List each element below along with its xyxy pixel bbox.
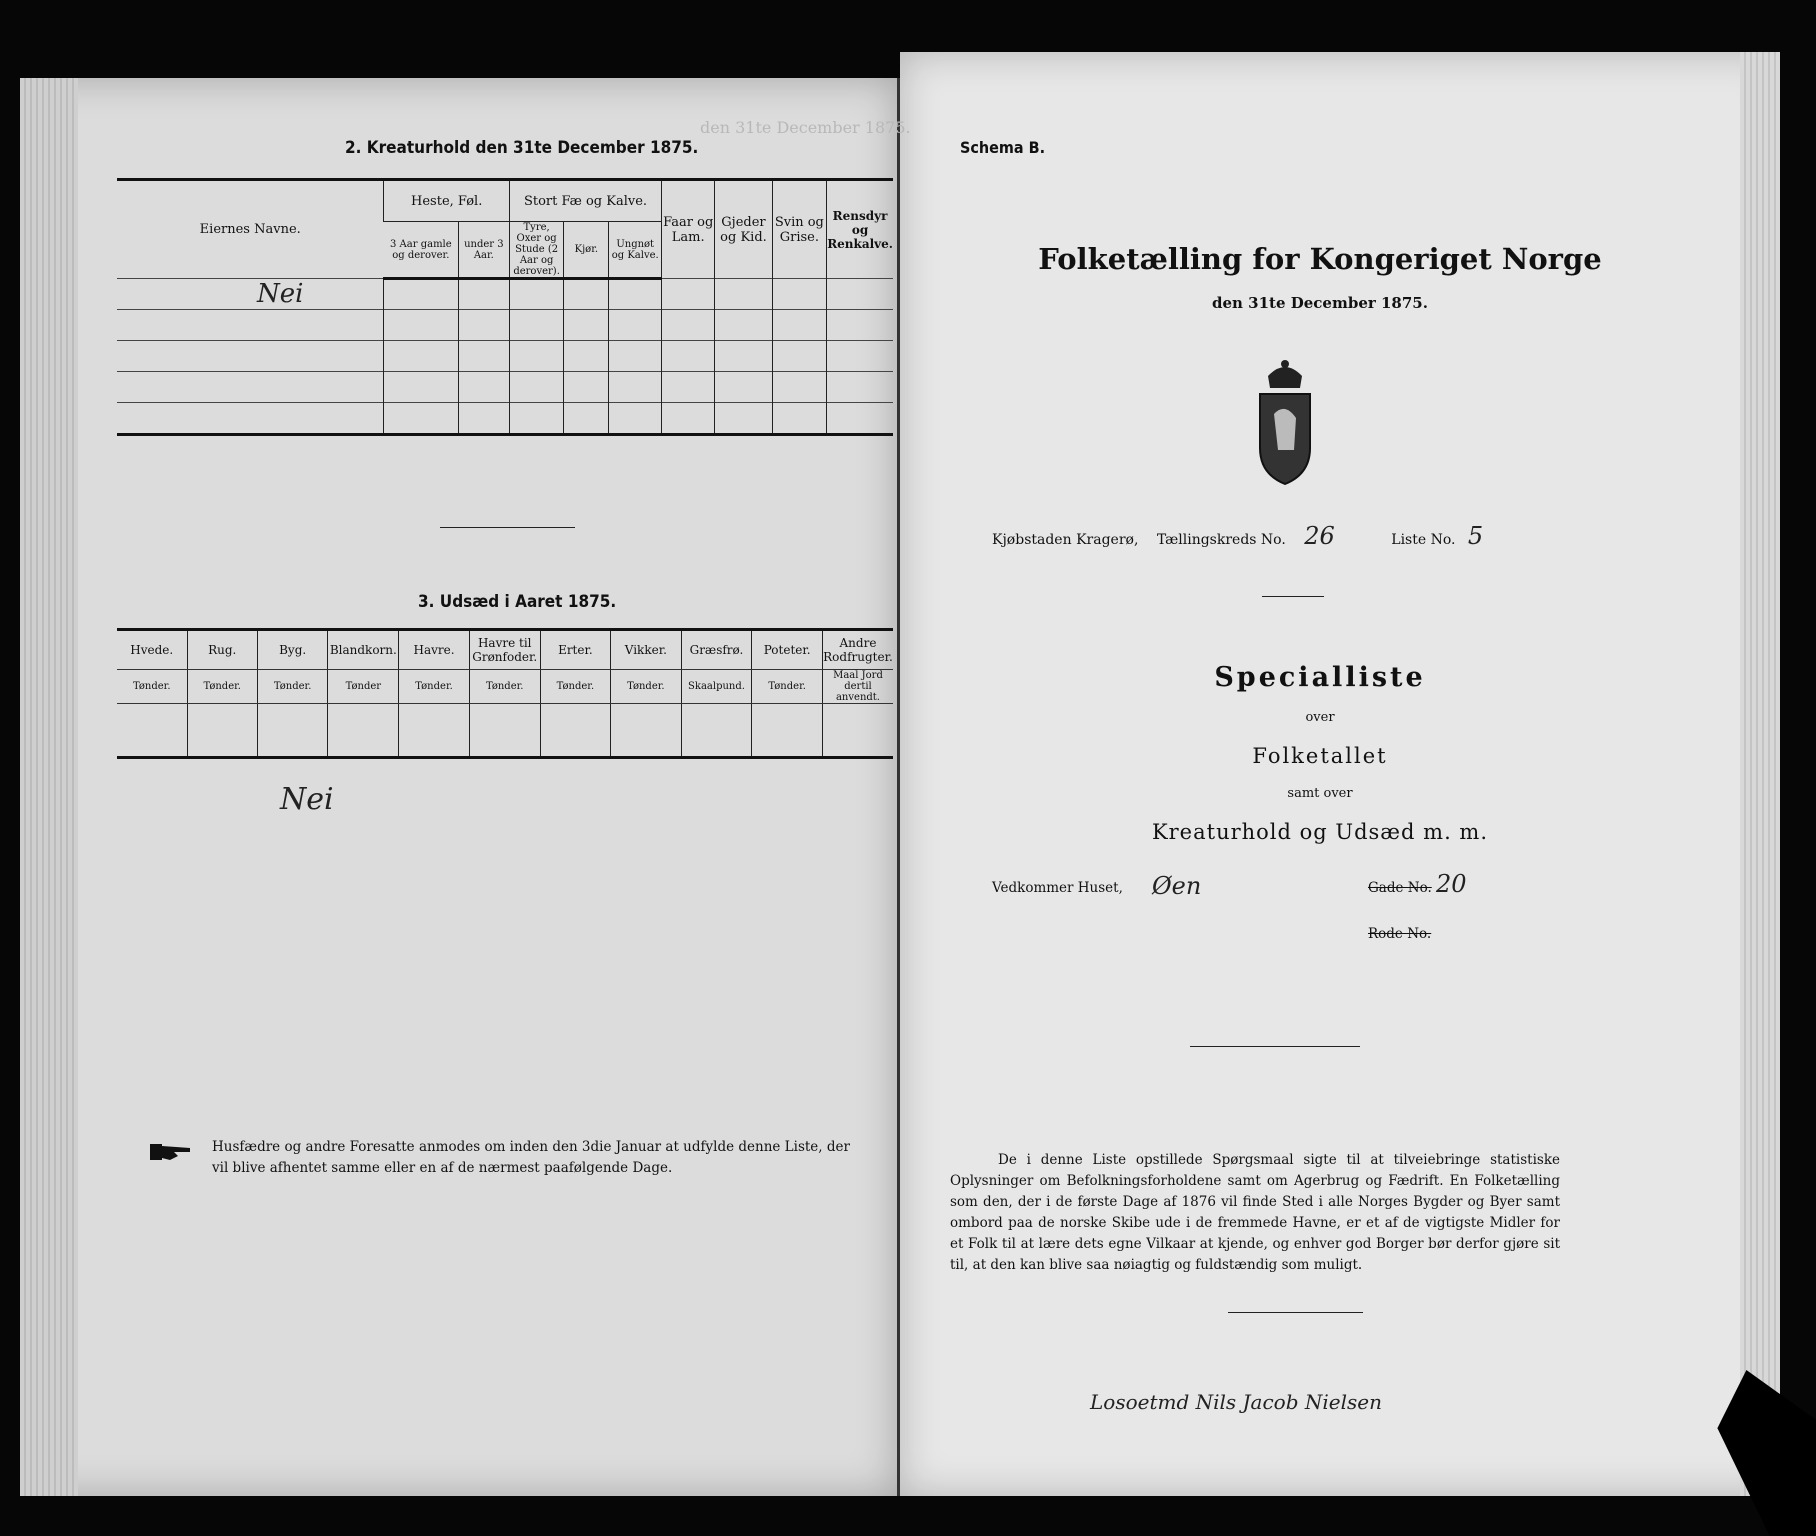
section-3-title: 3. Udsæd i Aaret 1875.: [418, 592, 617, 612]
seed-cell: [540, 704, 610, 758]
seed-column-unit: Maal Jord dertil anvendt.: [822, 670, 893, 704]
heste-b-header: under 3 Aar.: [458, 222, 509, 279]
seed-cell: [611, 704, 682, 758]
seed-column-header: Poteter.: [752, 630, 823, 670]
seed-column-header: Vikker.: [611, 630, 682, 670]
bleed-through-header: den 31te December 1875.: [700, 118, 911, 137]
section-2-title: 2. Kreaturhold den 31te December 1875.: [345, 138, 699, 158]
kreaturhold-heading: Kreaturhold og Udsæd m. m.: [1151, 820, 1489, 844]
storfe-b-header: Kjør.: [564, 222, 609, 279]
house-label: Vedkommer Huset,: [992, 880, 1123, 896]
enumerator-signature: Losoetmd Nils Jacob Nielsen: [1090, 1390, 1382, 1414]
seed-column-unit: Tønder.: [257, 670, 327, 704]
gade-label: Gade No.: [1368, 880, 1432, 896]
seed-column-header: Havre til Grønfoder.: [469, 630, 540, 670]
seed-column-header: Rug.: [187, 630, 257, 670]
seed-column-unit: Tønder.: [752, 670, 823, 704]
samt-over-text: samt over: [1287, 786, 1353, 801]
table-row: [117, 279, 893, 310]
livestock-table: [117, 178, 893, 436]
pointing-hand-icon: [150, 1140, 192, 1164]
svin-header: Svin og Grise.: [772, 180, 827, 279]
storfe-c-header: Ungnøt og Kalve.: [609, 222, 662, 279]
district-number: 26: [1304, 522, 1335, 550]
seed-cell: [399, 704, 469, 758]
seed-column-unit: Tønder.: [399, 670, 469, 704]
seed-column-header: Havre.: [399, 630, 469, 670]
storfe-a-header: Tyre, Oxer og Stude (2 Aar og derover).: [509, 222, 563, 279]
seed-cell: [187, 704, 257, 758]
storfe-header: Stort Fæ og Kalve.: [509, 180, 661, 222]
right-page-edge: [1740, 52, 1780, 1496]
table-row: [117, 341, 893, 372]
divider: [1228, 1312, 1363, 1313]
list-label: Liste No.: [1391, 532, 1456, 548]
seed-table: [117, 628, 893, 759]
list-number: 5: [1467, 522, 1484, 550]
seed-column-header: Blandkorn.: [328, 630, 399, 670]
seed-entry: Nei: [280, 782, 334, 817]
seed-cell: [328, 704, 399, 758]
seed-column-header: Græsfrø.: [681, 630, 752, 670]
left-page-edge: [20, 78, 78, 1496]
livestock-entry: Nei: [117, 279, 384, 310]
explanation-paragraph: De i denne Liste opstillede Spørgsmaal sigte til at tilveiebringe statistiske Oplysninger om Befolkningsforholdene samt om Agerbrug og Fædrift. En Folketælling som den, der i de første Dage af 1876 vil finde Sted i alle Norges Bygder og Byer samt ombord paa de norske Skibe ude i de fremmede Havne, er et af de vigtigste Midler for et Folk til at lære dets egne Vilkaar at kjende, og enhver god Borger bør derfor gjøre sit til, at den kan blive saa nøiagtig og fuldstændig som muligt.: [950, 1152, 1560, 1273]
seed-column-header: Erter.: [540, 630, 610, 670]
schema-label: Schema B.: [960, 138, 1046, 157]
specialliste-heading: Specialliste: [1214, 662, 1426, 693]
seed-cell: [117, 704, 187, 758]
seed-column-unit: Tønder.: [469, 670, 540, 704]
gjeder-header: Gjeder og Kid.: [715, 180, 772, 279]
house-name: Øen: [1152, 872, 1202, 900]
seed-cell: [681, 704, 752, 758]
rode-label: Rode No.: [1368, 926, 1432, 942]
seed-column-unit: Tønder.: [117, 670, 187, 704]
heste-a-header: 3 Aar gamle og derover.: [384, 222, 458, 279]
divider: [1190, 1046, 1360, 1047]
seed-cell: [257, 704, 327, 758]
seed-column-header: Byg.: [257, 630, 327, 670]
district-label: Tællingskreds No.: [1156, 532, 1286, 548]
seed-column-unit: Tønder: [328, 670, 399, 704]
location-line: [992, 522, 1483, 550]
seed-column-unit: Tønder.: [187, 670, 257, 704]
seed-column-header: Andre Rodfrugter.: [822, 630, 893, 670]
seed-column-header: Hvede.: [117, 630, 187, 670]
town-label: Kjøbstaden: [992, 532, 1072, 548]
seed-cell: [822, 704, 893, 758]
faar-header: Faar og Lam.: [662, 180, 715, 279]
divider: [1262, 596, 1324, 597]
gade-number: 20: [1436, 870, 1467, 898]
seed-cell: [469, 704, 540, 758]
document-date: den 31te December 1875.: [1212, 294, 1428, 312]
rensdyr-header: Rensdyr og Renkalve.: [827, 180, 893, 279]
owner-header: Eiernes Navne.: [199, 222, 301, 237]
document-title: Folketælling for Kongeriget Norge: [1038, 242, 1602, 276]
seed-column-unit: Skaalpund.: [681, 670, 752, 704]
notice-text: Husfædre og andre Foresatte anmodes om inden den 3die Januar at udfylde denne Liste, der vil blive afhentet samme eller en af de nærmest paafølgende Dage.: [212, 1139, 850, 1176]
seed-column-unit: Tønder.: [540, 670, 610, 704]
divider: [440, 527, 575, 528]
table-row: [117, 403, 893, 435]
table-row: [117, 372, 893, 403]
table-row: [117, 310, 893, 341]
seed-column-unit: Tønder.: [611, 670, 682, 704]
folketallet-heading: Folketallet: [1252, 744, 1388, 768]
over-text: over: [1305, 710, 1335, 725]
table-row: [117, 704, 893, 758]
coat-of-arms-icon: [1254, 358, 1316, 486]
seed-cell: [752, 704, 823, 758]
town-name: Kragerø,: [1076, 532, 1139, 548]
heste-header: Heste, Føl.: [384, 180, 510, 222]
